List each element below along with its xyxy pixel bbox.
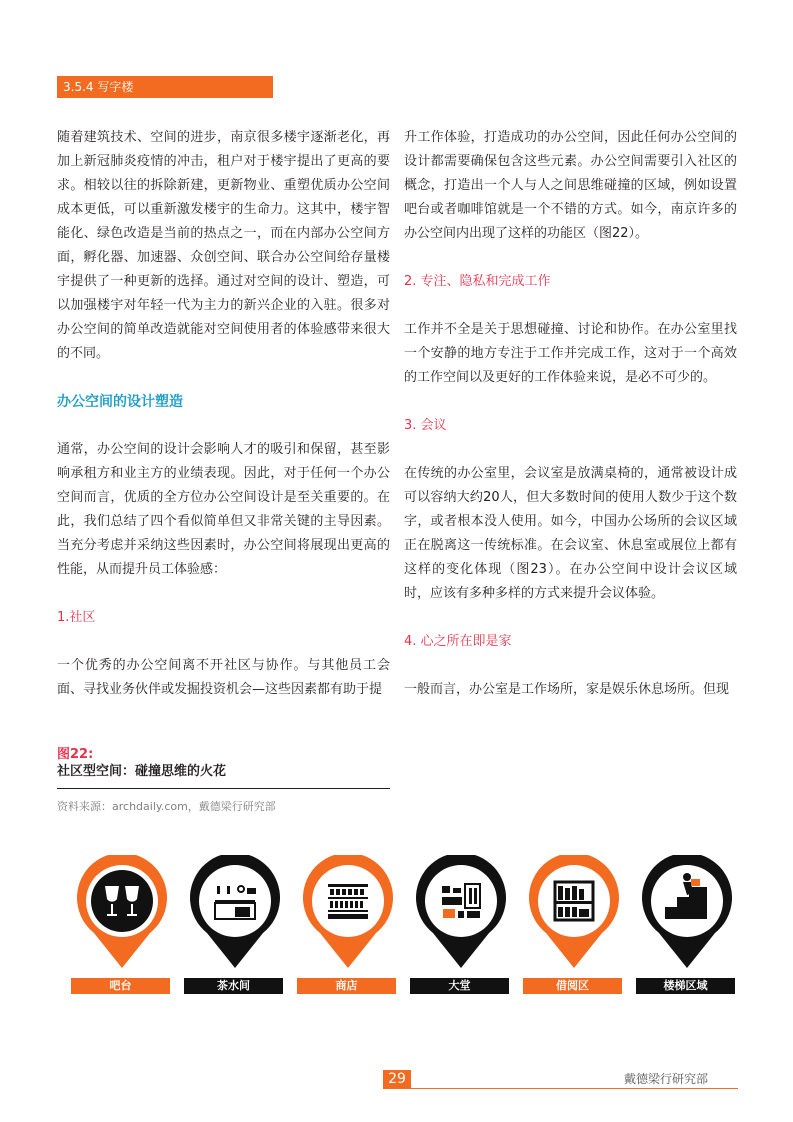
subheading-meeting: 3. 会议 — [404, 418, 447, 433]
pin-label-reading-area: 借阅区 — [523, 978, 622, 994]
pin-stairs — [641, 855, 733, 970]
wine-glasses-icon — [76, 855, 168, 970]
pin-lobby — [415, 855, 507, 970]
design-paragraph: 通常，办公空间的设计会影响人才的吸引和保留，甚至影响承租方和业主方的业绩表现。因此，对于任何一个办公空间而言，优质的全方位办公空间设计是至关重要的。在此，我们总结了四个看似简单但又非常关键的主导因素。当充分考虑并采纳这些因素时，办公空间将展现出更高的性能，从而提升员工体验感： — [57, 442, 390, 577]
focus-paragraph: 工作并不全是关于思想碰撞、讨论和协作。在办公室里找一个安静的地方专注于工作并完成工作，这对于一个高效的工作空间以及更好的工作体验来说，是必不可少的。 — [404, 322, 737, 385]
meeting-paragraph: 在传统的办公室里，会议室是放满桌椅的，通常被设计成可以容纳大约20人，但大多数时间的使用人数少于这个数字，或者根本没人使用。如今，中国办公场所的会议区域正在脱离这一传统标准。在会议室、休息室或展位上都有这样的变化体现（图23）。在办公空间中设计会议区域时，应该有多种多样的方式来提升会议体验。 — [404, 466, 737, 601]
pin-bar — [76, 855, 168, 970]
figure-number: 图22: — [57, 747, 94, 762]
bookshelf-icon — [528, 855, 620, 970]
left-column — [57, 126, 390, 702]
community-paragraph: 一个优秀的办公空间离不开社区与协作。与其他员工会面、寻找业务伙伴或发掘投资机会—这些因素都有助于提 — [57, 658, 390, 697]
subheading-community: 1.社区 — [57, 610, 96, 625]
figure-source: 资料来源：archdaily.com，戴德梁行研究部 — [57, 800, 276, 813]
pin-label-shop: 商店 — [297, 978, 396, 994]
subheading-focus: 2. 专注、隐私和完成工作 — [404, 274, 551, 289]
right-column — [404, 126, 737, 702]
stairs-reading-icon — [641, 855, 733, 970]
pin-shop — [302, 855, 394, 970]
pin-label-stairs: 楼梯区域 — [636, 978, 735, 994]
intro-paragraph: 随着建筑技术、空间的进步，南京很多楼宇逐渐老化，再加上新冠肺炎疫情的冲击，租户对于楼宇提出了更高的要求。相较以往的拆除新建，更新物业、重塑优质办公空间成本更低，可以重新激发楼宇的生命力。这其中，楼宇智能化、绿色改造是当前的热点之一，而在内部办公空间方面，孵化器、加速器、众创空间、联合办公空间给存量楼宇提供了一种更新的选择。通过对空间的设计、塑造，可以加强楼宇对年轻一代为主力的新兴企业的入驻。很多对办公空间的简单改造就能对空间使用者的体验感带来很大的不同。 — [57, 130, 390, 361]
figure-title: 社区型空间：碰撞思维的火花 — [57, 764, 227, 779]
lobby-icon — [415, 855, 507, 970]
pin-reading-area — [528, 855, 620, 970]
home-paragraph: 一般而言，办公室是工作场所，家是娱乐休息场所。但现 — [404, 682, 730, 697]
subheading-home: 4. 心之所在即是家 — [404, 634, 512, 649]
page-number: 29 — [383, 1070, 411, 1088]
kitchen-icon — [189, 855, 281, 970]
design-heading: 办公空间的设计塑造 — [57, 394, 183, 410]
pin-tea-room — [189, 855, 281, 970]
continued-paragraph: 升工作体验，打造成功的办公空间，因此任何办公空间的设计都需要确保包含这些元素。办公空间需要引入社区的概念，打造出一个人与人之间思维碰撞的区域，例如设置吧台或者咖啡馆就是一个不错的方式。如今，南京许多的办公空间内出现了这样的功能区（图22）。 — [404, 130, 737, 241]
figure-caption — [57, 746, 390, 780]
shop-shelves-icon — [302, 855, 394, 970]
pin-label-tea-room: 茶水间 — [184, 978, 283, 994]
pin-label-lobby: 大堂 — [410, 978, 509, 994]
section-tag: 3.5.4 写字楼 — [57, 76, 273, 98]
footer-brand: 戴德梁行研究部 — [624, 1072, 709, 1086]
figure-divider — [57, 788, 390, 789]
pin-label-bar: 吧台 — [71, 978, 170, 994]
footer-divider — [383, 1088, 738, 1089]
